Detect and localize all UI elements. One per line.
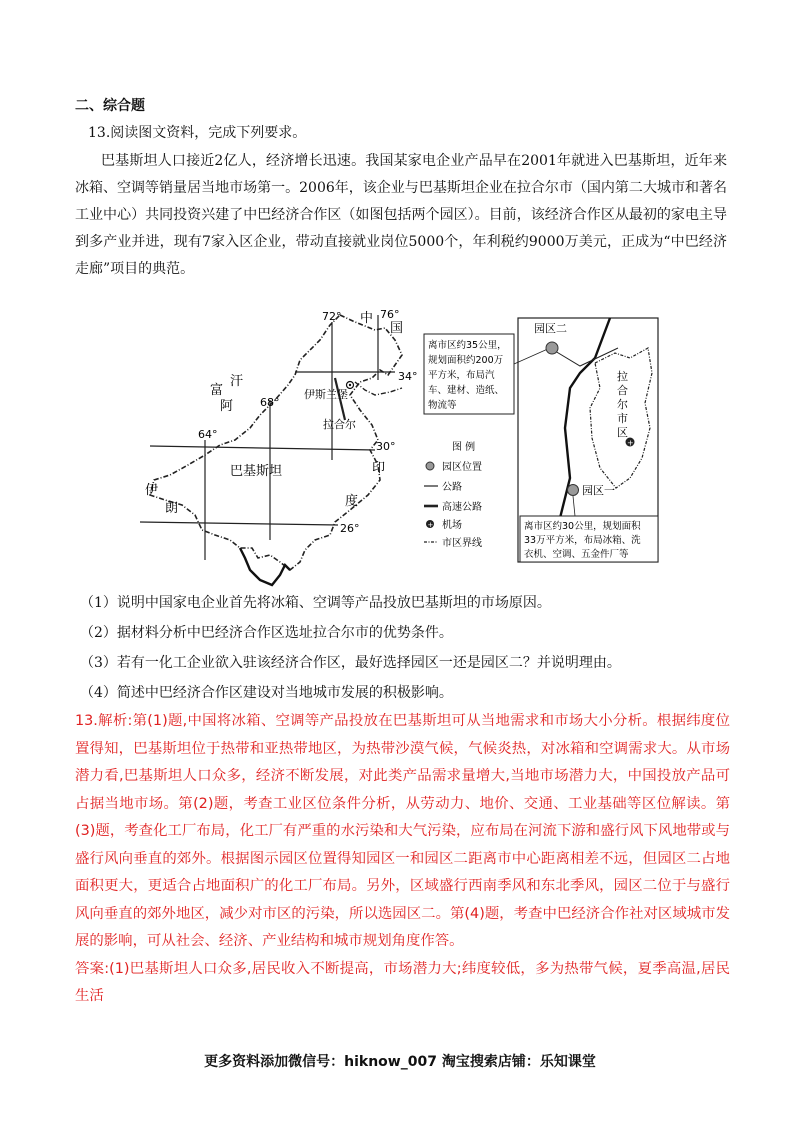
lat-30-label: 30°: [376, 440, 396, 453]
lahore-label: 拉合尔: [323, 418, 356, 431]
india-label-2: 度: [345, 494, 359, 509]
city-label: 尔: [617, 398, 628, 411]
legend-airport-label: 机场: [442, 520, 462, 531]
park2-label: 园区二: [534, 322, 567, 335]
park1-info-line: 衣机、空调、五金件厂等: [524, 549, 629, 560]
question-title: 13.阅读图文资料，完成下列要求。: [88, 125, 307, 141]
park1-info-line: 33万平方米，布局冰箱、洗: [524, 535, 641, 546]
answer-text: 答案:(1)巴基斯坦人口众多,居民收入不断提高，市场潜力大;纬度较低，多为热带气候，夏季高温,居民生活: [75, 960, 730, 1004]
footer-note: 更多资料添加微信号：hiknow_007 淘宝搜索店铺：乐知课堂: [204, 1054, 596, 1070]
answer-section: [75, 708, 730, 1011]
china-label-2: 国: [390, 321, 404, 336]
park1-label: 园区一: [582, 484, 615, 497]
city-label: 市: [617, 412, 628, 425]
sub-question-4: （4）简述中巴经济合作区建设对当地城市发展的积极影响。: [80, 685, 453, 701]
lon-64-label: 64°: [198, 428, 218, 441]
city-label: 拉: [617, 370, 628, 383]
park1-marker: [568, 485, 579, 496]
legend-boundary-label: 市区界线: [442, 538, 482, 549]
park2-info-line: 车、建材、造纸、: [428, 385, 505, 396]
lat-26-label: 26°: [340, 522, 360, 535]
section-title: 二、综合题: [75, 98, 145, 114]
lon-68-label: 68°: [260, 396, 280, 409]
park2-marker: [546, 342, 558, 354]
analysis-text: 13.解析:第(1)题,中国将冰箱、空调等产品投放在巴基斯坦可从当地需求和市场大小分析。根据纬度位置得知，巴基斯坦位于热带和亚热带地区，为热带沙漠气候，气候炎热，对冰箱和空调需求大。从市场潜力看,巴基斯坦人口众多，经济不断发展，对此类产品需求量增大,当地市场潜力大，中国投放产品可占据当地市场。第(2)题，考查工业区位条件分析，从劳动力、地价、交通、工业基础等区位解读。第(3)题，考查化工厂布局，化工厂有严重的水污染和大气污染，应布局在河流下游和盛行风下风地带或与盛行风向垂直的郊外。根据图示园区位置得知园区一和园区二距离市中心距离相差不远，但园区二占地面积更大，更适合占地面积广的化工厂布局。另外，区域盛行西南季风和东北季风，园区二位于与盛行风向垂直的郊外地区，减少对市区的污染，所以选园区二。第(4)题，考查中巴经济合作社对区域城市发展的影响，可从社会、经济、产业结构和城市规划角度作答。: [75, 713, 730, 949]
intro-text: 巴基斯坦人口接近2亿人，经济增长迅速。我国某家电企业产品早在2001年就进入巴基斯坦，近年来冰箱、空调等销量居当地市场第一。2006年，该企业与巴基斯坦企业在拉合尔市（国内第二大城市和著名工业中心）共同投资兴建了中巴经济合作区（如图包括两个园区）。目前，该经济合作区从最初的家电主导到多产业并进，现有7家入区企业，带动直接就业岗位5000个，年利税约9000万美元，正成为“中巴经济走廊”项目的典范。: [75, 153, 727, 277]
india-label-1: 印: [372, 461, 386, 476]
park2-info-line: 物流等: [428, 400, 457, 411]
svg-text:+: +: [627, 438, 634, 448]
sub-question-1: （1）说明中国家电企业首先将冰箱、空调等产品投放巴基斯坦的市场原因。: [80, 595, 551, 611]
iran-label-1: 伊: [145, 483, 159, 498]
sub-question-3: （3）若有一化工企业欲入驻该经济合作区，最好选择园区一还是园区二？并说明理由。: [80, 655, 621, 671]
iran-label-2: 朗: [165, 501, 179, 516]
city-label: 区: [617, 426, 628, 439]
afghan-label-2: 富: [210, 383, 224, 398]
lon-72-label: 72°: [322, 310, 342, 323]
city-label: 合: [617, 384, 628, 397]
afghan-label-3: 汗: [230, 374, 244, 389]
park2-info-line: 规划面积约200万: [428, 355, 504, 366]
park2-info-line: 离市区约35公里，: [428, 340, 507, 351]
park2-info-line: 平方米，布局汽: [428, 370, 495, 381]
park1-info-line: 离市区约30公里，规划面积: [524, 521, 641, 532]
pakistan-label: 巴基斯坦: [230, 464, 283, 479]
pakistan-border: [150, 315, 402, 570]
legend-road-label: 公路: [442, 482, 462, 493]
svg-text:+: +: [427, 521, 434, 529]
lahore-inset-map: [420, 318, 660, 562]
islamabad-label: 伊斯兰堡: [304, 388, 348, 401]
parallel-26: [140, 522, 338, 525]
china-label-1: 中: [360, 311, 374, 326]
legend-park-label: 园区位置: [442, 462, 482, 473]
intro-paragraph: [75, 148, 727, 283]
legend-title: 图 例: [452, 442, 476, 453]
legend-highway-label: 高速公路: [442, 502, 482, 513]
afghan-label-1: 阿: [220, 399, 234, 414]
china-india-border: [355, 382, 402, 395]
lat-34-label: 34°: [398, 370, 418, 383]
lon-76-label: 76°: [380, 308, 400, 321]
pakistan-map: [140, 300, 418, 595]
sub-question-2: （2）据材料分析中巴经济合作区选址拉合尔市的优势条件。: [80, 625, 453, 641]
parallel-30: [150, 446, 375, 450]
coastline: [240, 548, 290, 585]
